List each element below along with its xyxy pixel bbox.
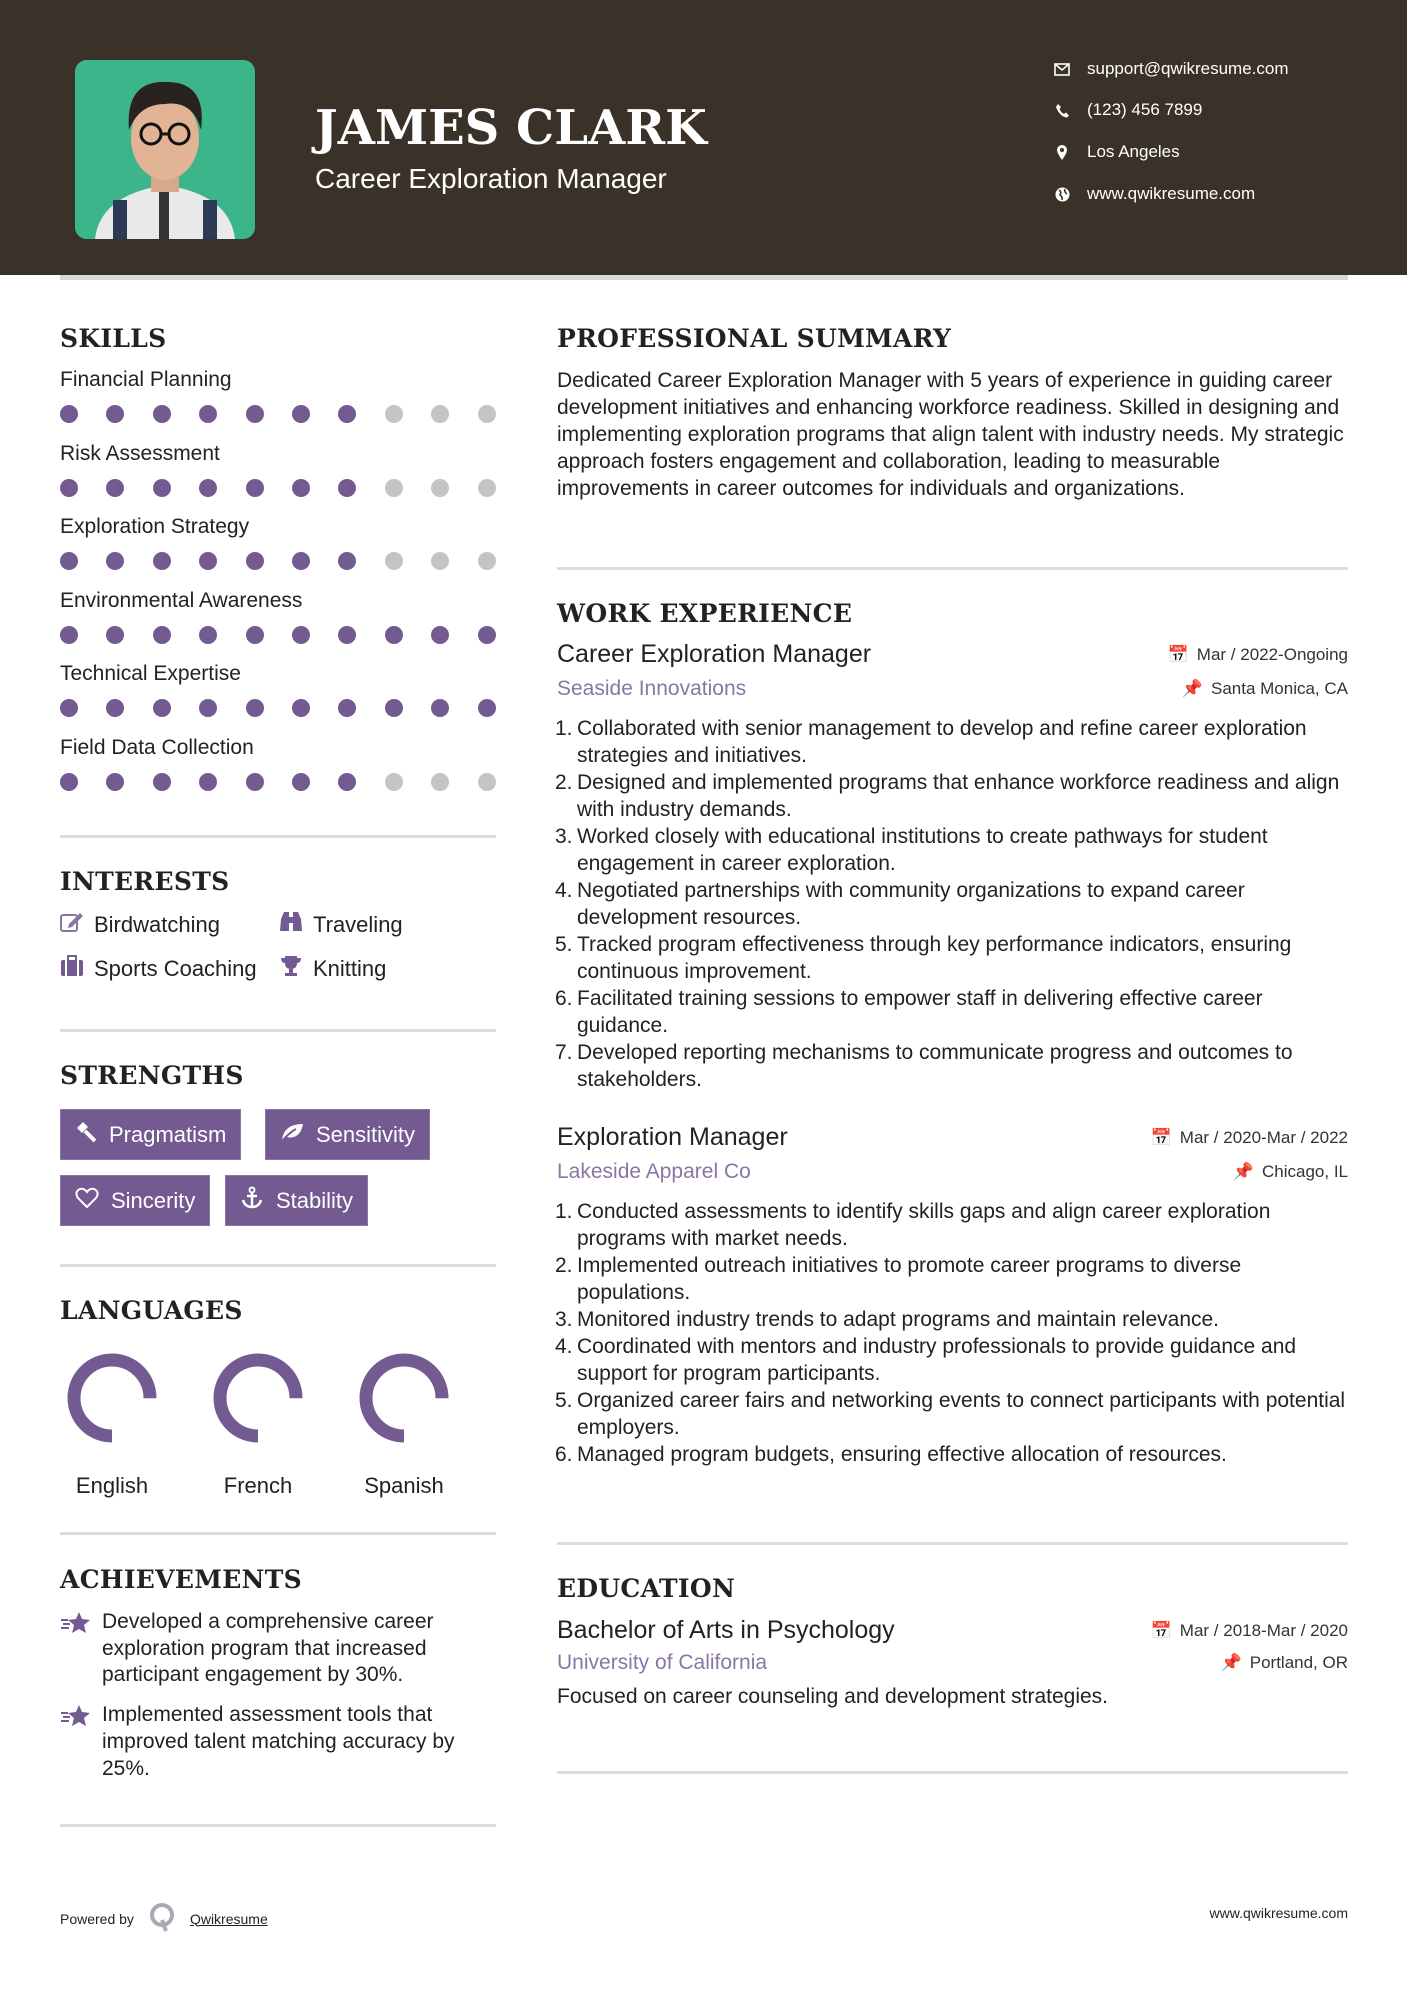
phone-text: (123) 456 7899 <box>1087 100 1203 119</box>
job-title: Exploration Manager <box>557 1123 788 1151</box>
section-divider <box>557 1771 1348 1774</box>
job-header <box>557 640 1348 669</box>
interests-heading: INTERESTS <box>60 867 230 896</box>
section-divider <box>60 1824 496 1827</box>
language-label: French <box>223 1473 293 1498</box>
section-divider <box>557 1542 1348 1545</box>
contact-phone <box>1052 98 1202 122</box>
item-number: 2. <box>555 1254 573 1277</box>
interest-item <box>60 911 220 939</box>
language-proficiency-ring <box>62 1348 162 1448</box>
profile-photo <box>75 60 255 239</box>
section-divider <box>60 1532 496 1535</box>
job-subheader <box>557 677 1348 701</box>
rating-dot-empty <box>385 405 403 423</box>
globe-icon <box>1052 187 1072 202</box>
achievements-list <box>60 1609 496 1782</box>
section-divider <box>60 1029 496 1032</box>
item-number: 7. <box>555 1041 573 1064</box>
footer-branding <box>60 1902 268 1935</box>
skill-rating <box>60 405 496 423</box>
responsibility-item <box>557 715 1348 769</box>
language-proficiency-arc <box>220 1360 296 1436</box>
item-number: 5. <box>555 933 573 956</box>
skill-label: Environmental Awareness <box>60 588 303 612</box>
responsibility-item <box>557 1039 1348 1093</box>
rating-dot-filled <box>292 626 310 644</box>
dates-text: Mar / 2018-Mar / 2020 <box>1179 1620 1348 1640</box>
interest-item <box>60 955 257 983</box>
rating-dot-filled <box>292 773 310 791</box>
rating-dot-filled <box>106 699 124 717</box>
skill-label: Field Data Collection <box>60 735 254 759</box>
responsibility-item <box>557 1333 1348 1387</box>
strength-badge <box>225 1175 368 1226</box>
rating-dot-filled <box>385 626 403 644</box>
rating-dot-filled <box>153 405 171 423</box>
map-pin-icon <box>1052 145 1072 160</box>
website-text: www.qwikresume.com <box>1087 184 1256 203</box>
rating-dot-filled <box>246 626 264 644</box>
item-text: Implemented outreach initiatives to promote career programs to diverse populations. <box>577 1254 1242 1304</box>
achievement-text: Developed a comprehensive career exploration program that increased participant engagement by 30%. <box>102 1610 434 1687</box>
rating-dot-filled <box>60 479 78 497</box>
responsibility-item <box>557 1252 1348 1306</box>
education-entry <box>557 1616 1348 1710</box>
interest-label: Knitting <box>313 956 387 981</box>
heart-icon <box>75 1187 99 1215</box>
responsibility-item <box>557 985 1348 1039</box>
item-text: Conducted assessments to identify skills gaps and align career exploration programs with market needs. <box>577 1200 1271 1250</box>
strength-badge <box>60 1175 210 1226</box>
rating-dot-empty <box>478 479 496 497</box>
education-location <box>1221 1653 1348 1673</box>
suitcase-icon <box>60 955 84 983</box>
interest-label: Traveling <box>313 912 403 937</box>
skill-rating <box>60 699 496 717</box>
summary-text: Dedicated Career Exploration Manager with 5 years of experience in guiding career development initiatives and enhancing workforce readiness. Skilled in designing and implementing exploration programs that align talent with industry needs. My strategic approach fosters engagement and collaboration, leading to measurable improvements in career outcomes for individuals and organizations. <box>557 369 1344 500</box>
skill-rating <box>60 626 496 644</box>
responsibility-item <box>557 1198 1348 1252</box>
responsibilities-list <box>557 715 1348 1093</box>
rating-dot-filled <box>292 405 310 423</box>
trophy-icon <box>279 955 303 983</box>
rating-dot-empty <box>478 773 496 791</box>
skill-item <box>60 589 496 663</box>
strength-label: Stability <box>276 1187 354 1213</box>
rating-dot-filled <box>199 552 217 570</box>
pushpin-icon: 📌 <box>1220 1653 1242 1672</box>
rating-dot-filled <box>153 699 171 717</box>
summary-heading: PROFESSIONAL SUMMARY <box>557 324 952 353</box>
rating-dot-filled <box>431 699 449 717</box>
rating-dot-filled <box>153 773 171 791</box>
responsibility-item <box>557 877 1348 931</box>
contact-location <box>1052 140 1180 164</box>
rating-dot-filled <box>106 626 124 644</box>
language-proficiency-ring <box>208 1348 308 1448</box>
school: University of California <box>557 1651 768 1674</box>
rating-dot-filled <box>106 405 124 423</box>
rating-dot-filled <box>153 626 171 644</box>
interest-label: Birdwatching <box>94 912 220 937</box>
item-number: 2. <box>555 771 573 794</box>
item-text: Tracked program effectiveness through key performance indicators, ensuring continuous improvement. <box>577 933 1292 983</box>
email-text: support@qwikresume.com <box>1087 59 1289 78</box>
rating-dot-filled <box>478 626 496 644</box>
rating-dot-filled <box>106 773 124 791</box>
section-divider <box>557 567 1348 570</box>
skill-rating <box>60 479 496 497</box>
company-name: Seaside Innovations <box>557 677 747 700</box>
achievement-item <box>60 1609 496 1689</box>
location-text: Chicago, IL <box>1262 1162 1348 1181</box>
rating-dot-empty <box>431 552 449 570</box>
item-text: Designed and implemented programs that enhance workforce readiness and align with industry demands. <box>577 771 1340 821</box>
job-dates <box>1168 645 1348 665</box>
anchor-icon <box>240 1186 264 1216</box>
edit-icon <box>60 911 84 939</box>
interest-label: Sports Coaching <box>94 956 257 981</box>
skills-list <box>60 368 496 810</box>
languages-heading: LANGUAGES <box>60 1296 243 1325</box>
language-proficiency-arc <box>74 1360 150 1436</box>
pushpin-icon: 📌 <box>1232 1162 1254 1181</box>
rating-dot-filled <box>338 405 356 423</box>
responsibilities-list <box>557 1198 1348 1468</box>
item-text: Developed reporting mechanisms to communicate progress and outcomes to stakeholders. <box>577 1041 1293 1091</box>
language-proficiency-ring <box>354 1348 454 1448</box>
strength-label: Pragmatism <box>109 1121 227 1147</box>
item-text: Organized career fairs and networking events to connect participants with potential employers. <box>577 1389 1346 1439</box>
achievement-text: Implemented assessment tools that improved talent matching accuracy by 25%. <box>102 1703 455 1780</box>
star-icon <box>60 1702 92 1782</box>
item-number: 5. <box>555 1389 573 1412</box>
jobs-list <box>557 640 1348 1468</box>
rating-dot-filled <box>292 552 310 570</box>
achievements-heading: ACHIEVEMENTS <box>60 1565 302 1594</box>
section-divider <box>60 835 496 838</box>
skill-label: Exploration Strategy <box>60 515 250 539</box>
calendar-icon: 📅 <box>1150 1127 1172 1147</box>
rating-dot-filled <box>338 699 356 717</box>
phone-icon <box>1052 103 1072 118</box>
skill-item <box>60 368 496 442</box>
skills-heading: SKILLS <box>60 324 167 353</box>
contact-website[interactable] <box>1052 182 1255 206</box>
item-number: 4. <box>555 1335 573 1358</box>
rating-dot-empty <box>385 552 403 570</box>
language-item <box>344 1348 464 1499</box>
rating-dot-filled <box>60 405 78 423</box>
rating-dot-empty <box>478 405 496 423</box>
rating-dot-empty <box>431 405 449 423</box>
responsibility-item <box>557 1441 1348 1468</box>
rating-dot-empty <box>431 479 449 497</box>
company-name: Lakeside Apparel Co <box>557 1160 751 1183</box>
rating-dot-filled <box>246 405 264 423</box>
section-divider <box>60 1264 496 1267</box>
skill-item <box>60 662 496 736</box>
job-location <box>1233 1162 1348 1182</box>
job-dates <box>1151 1128 1348 1148</box>
contact-email[interactable] <box>1052 57 1289 81</box>
job-location <box>1182 679 1348 699</box>
qwikresume-logo-icon <box>148 1902 176 1935</box>
language-label: English <box>75 1473 149 1498</box>
item-text: Collaborated with senior management to develop and refine career exploration strategies and initiatives. <box>577 717 1307 767</box>
rating-dot-filled <box>199 479 217 497</box>
leaf-icon <box>280 1122 304 1148</box>
calendar-icon: 📅 <box>1167 644 1189 664</box>
rating-dot-filled <box>246 699 264 717</box>
strengths-heading: STRENGTHS <box>60 1061 244 1090</box>
language-item <box>52 1348 172 1499</box>
rating-dot-filled <box>338 626 356 644</box>
rating-dot-filled <box>60 552 78 570</box>
location-text: Portland, OR <box>1249 1653 1348 1672</box>
skill-label: Financial Planning <box>60 368 232 391</box>
rating-dot-filled <box>338 773 356 791</box>
skill-item <box>60 736 496 810</box>
strength-label: Sensitivity <box>316 1121 416 1147</box>
responsibility-item <box>557 769 1348 823</box>
rating-dot-filled <box>246 552 264 570</box>
rating-dot-empty <box>385 479 403 497</box>
skill-label: Risk Assessment <box>60 441 220 465</box>
candidate-name: JAMES CLARK <box>315 100 707 156</box>
job-title: Career Exploration Manager <box>557 640 872 668</box>
rating-dot-filled <box>478 699 496 717</box>
rating-dot-filled <box>199 626 217 644</box>
rating-dot-filled <box>106 479 124 497</box>
skill-rating <box>60 552 496 570</box>
strength-badge <box>265 1109 430 1160</box>
item-text: Managed program budgets, ensuring effective allocation of resources. <box>577 1443 1227 1466</box>
responsibility-item <box>557 823 1348 877</box>
item-number: 6. <box>555 1443 573 1466</box>
rating-dot-filled <box>106 552 124 570</box>
rating-dot-filled <box>60 699 78 717</box>
rating-dot-filled <box>60 626 78 644</box>
rating-dot-filled <box>385 699 403 717</box>
rating-dot-filled <box>292 479 310 497</box>
rating-dot-filled <box>431 626 449 644</box>
item-number: 4. <box>555 879 573 902</box>
achievement-item <box>60 1702 496 1782</box>
rating-dot-filled <box>199 773 217 791</box>
language-label: Spanish <box>364 1473 444 1498</box>
binoculars-icon <box>279 911 303 939</box>
strength-label: Sincerity <box>111 1187 196 1213</box>
dates-text: Mar / 2022-Ongoing <box>1196 644 1348 664</box>
item-number: 3. <box>555 1308 573 1331</box>
responsibility-item <box>557 1387 1348 1441</box>
skill-item <box>60 442 496 516</box>
rating-dot-filled <box>153 552 171 570</box>
rating-dot-filled <box>199 699 217 717</box>
pushpin-icon: 📌 <box>1181 679 1203 698</box>
calendar-icon: 📅 <box>1150 1620 1172 1640</box>
languages-list <box>52 1348 464 1499</box>
skill-label: Technical Expertise <box>60 662 241 686</box>
rating-dot-filled <box>246 479 264 497</box>
rating-dot-filled <box>338 552 356 570</box>
item-number: 3. <box>555 825 573 848</box>
location-text: Santa Monica, CA <box>1210 679 1348 698</box>
degree: Bachelor of Arts in Psychology <box>557 1616 895 1644</box>
powered-by-text: Powered by <box>60 1910 134 1927</box>
job-entry <box>557 640 1348 1093</box>
qwikresume-link[interactable]: Qwikresume <box>189 1910 268 1927</box>
item-text: Facilitated training sessions to empower staff in delivering effective career guidance. <box>577 987 1263 1037</box>
dates-text: Mar / 2020-Mar / 2022 <box>1179 1127 1348 1147</box>
item-text: Monitored industry trends to adapt programs and maintain relevance. <box>577 1308 1220 1331</box>
skill-rating <box>60 773 496 791</box>
candidate-title: Career Exploration Manager <box>315 163 667 194</box>
rating-dot-empty <box>431 773 449 791</box>
item-text: Coordinated with mentors and industry professionals to provide guidance and support for program participants. <box>577 1335 1297 1385</box>
rating-dot-filled <box>153 479 171 497</box>
rating-dot-filled <box>292 699 310 717</box>
footer-website[interactable]: www.qwikresume.com <box>1209 1905 1348 1921</box>
education-dates <box>1151 1621 1348 1641</box>
responsibility-item <box>557 1306 1348 1333</box>
item-number: 1. <box>555 717 573 740</box>
strength-badge <box>60 1109 241 1160</box>
location-text: Los Angeles <box>1087 142 1180 161</box>
rating-dot-filled <box>60 773 78 791</box>
job-header <box>557 1123 1348 1152</box>
job-subheader <box>557 1160 1348 1184</box>
education-description: Focused on career counseling and development strategies. <box>557 1685 1109 1708</box>
responsibility-item <box>557 931 1348 985</box>
gavel-icon <box>75 1121 97 1149</box>
skill-item <box>60 515 496 589</box>
rating-dot-filled <box>246 773 264 791</box>
rating-dot-empty <box>478 552 496 570</box>
item-text: Worked closely with educational institutions to create pathways for student engagement in career exploration. <box>577 825 1268 875</box>
interest-item <box>279 955 386 983</box>
envelope-icon <box>1052 63 1072 76</box>
job-entry <box>557 1123 1348 1468</box>
experience-heading: WORK EXPERIENCE <box>557 599 853 628</box>
interest-item <box>279 911 403 939</box>
item-number: 6. <box>555 987 573 1010</box>
education-heading: EDUCATION <box>557 1574 736 1603</box>
star-icon <box>60 1609 92 1689</box>
rating-dot-filled <box>338 479 356 497</box>
language-proficiency-arc <box>366 1360 442 1436</box>
rating-dot-filled <box>199 405 217 423</box>
header-divider <box>60 275 1348 280</box>
item-number: 1. <box>555 1200 573 1223</box>
language-item <box>198 1348 318 1499</box>
item-text: Negotiated partnerships with community organizations to expand career development resources. <box>577 879 1245 929</box>
rating-dot-empty <box>385 773 403 791</box>
